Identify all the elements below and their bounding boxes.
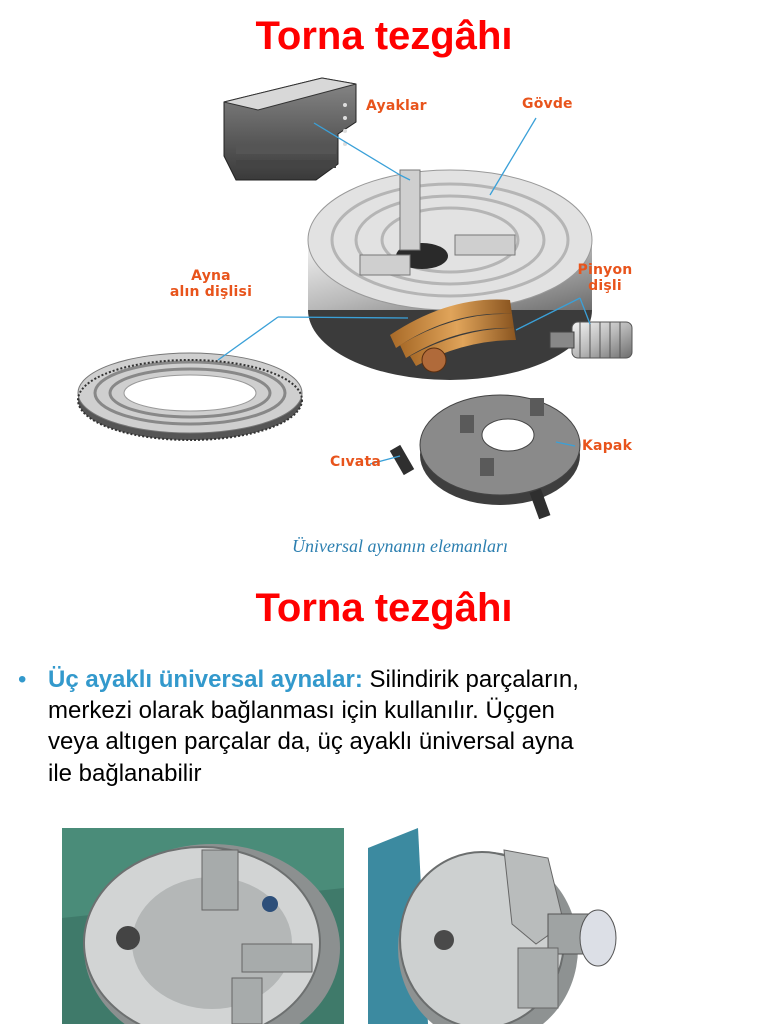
label-ayaklar: Ayaklar bbox=[366, 98, 427, 114]
bullet-line-4: ile bağlanabilir bbox=[48, 759, 202, 787]
slide-title-top: Torna tezgâhı bbox=[255, 14, 513, 58]
bullet-line-3: veya altıgen parçalar da, üç ayaklı üniversal ayna bbox=[48, 728, 574, 756]
scroll-ring-image bbox=[78, 353, 302, 440]
chuck-photo-right-image bbox=[368, 828, 654, 1024]
jaw-part-image bbox=[224, 78, 356, 180]
bullet-line-1-rest: Silindirik parçaların, bbox=[362, 666, 579, 693]
label-civata: Cıvata bbox=[330, 454, 381, 470]
chuck-exploded-diagram bbox=[60, 60, 720, 570]
chuck-photo-left bbox=[62, 828, 344, 1024]
label-pinyon-line1: Pinyon bbox=[577, 262, 633, 278]
bullet-line-1 bbox=[48, 664, 748, 695]
label-pinyon-line2: dişli bbox=[588, 278, 622, 295]
chuck-photo-left-image bbox=[62, 828, 344, 1024]
label-govde: Gövde bbox=[522, 96, 573, 112]
bullet-lead-text: Üç ayaklı üniversal aynalar: bbox=[48, 666, 363, 693]
diagram-caption: Üniversal aynanın elemanları bbox=[292, 536, 508, 556]
cover-plate-image bbox=[420, 395, 580, 505]
label-kapak: Kapak bbox=[582, 438, 633, 454]
chuck-illustration bbox=[60, 60, 720, 570]
label-ayna-line1: Ayna bbox=[191, 268, 231, 284]
label-pinyon-disli bbox=[560, 262, 650, 294]
label-ayna-line2: alın dişlisi bbox=[169, 284, 253, 301]
chuck-body-image bbox=[308, 170, 592, 380]
bullet-paragraph bbox=[18, 664, 748, 789]
bullet-line-2: merkezi olarak bağlanması için kullanılır. Üçgen bbox=[48, 697, 555, 725]
label-ayna-alin-dislisi bbox=[156, 268, 266, 300]
slide-title-bottom: Torna tezgâhı bbox=[255, 586, 513, 630]
chuck-photo-right bbox=[368, 828, 654, 1024]
bullet-marker: • bbox=[18, 666, 27, 693]
